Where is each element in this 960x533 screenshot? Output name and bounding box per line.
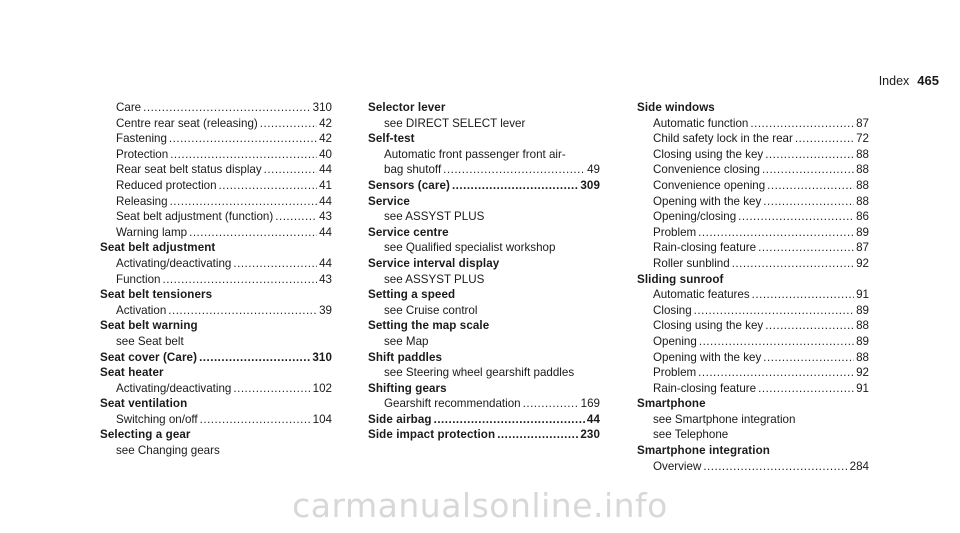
index-heading <box>368 256 600 272</box>
page-ref: 88 <box>856 319 869 333</box>
entry-label: Automatic features <box>653 288 750 302</box>
index-subentry <box>637 334 869 350</box>
entry-label: Seat belt warning <box>100 319 198 333</box>
page-ref: 88 <box>856 163 869 177</box>
entry-label: see Smartphone integration <box>653 412 796 426</box>
leader-dots <box>699 334 854 350</box>
page-ref: 40 <box>319 147 332 161</box>
page-ref: 284 <box>849 459 869 473</box>
leader-dots <box>795 131 854 147</box>
index-heading <box>368 412 600 428</box>
page-ref: 39 <box>319 303 332 317</box>
index-subentry <box>368 365 600 381</box>
entry-label: Side airbag <box>368 412 432 426</box>
leader-dots <box>694 303 854 319</box>
page-ref: 309 <box>580 178 600 192</box>
entry-label: Centre rear seat (releasing) <box>116 116 258 130</box>
entry-label: see Telephone <box>653 428 729 442</box>
page-ref: 91 <box>856 381 869 395</box>
leader-dots <box>732 256 854 272</box>
entry-label: Service <box>368 194 410 208</box>
index-subentry <box>100 147 332 163</box>
index-subentry <box>637 427 869 443</box>
index-heading <box>100 365 332 381</box>
entry-label: Service interval display <box>368 256 500 270</box>
entry-label: Care <box>116 101 142 114</box>
leader-dots <box>523 396 579 412</box>
leader-dots <box>275 209 317 225</box>
entry-label: see ASSYST PLUS <box>384 210 485 224</box>
entry-label: see Seat belt <box>116 334 184 348</box>
index-heading <box>637 272 869 288</box>
entry-label: Side windows <box>637 101 715 114</box>
index-heading <box>100 287 332 303</box>
entry-label: Shift paddles <box>368 350 443 364</box>
leader-dots <box>703 459 847 475</box>
page-ref: 43 <box>319 210 332 224</box>
page-ref: 88 <box>856 194 869 208</box>
entry-label: Seat belt adjustment <box>100 241 216 255</box>
page-ref: 44 <box>319 194 332 208</box>
leader-dots <box>143 100 311 116</box>
leader-dots <box>199 350 310 366</box>
page-ref: 89 <box>856 303 869 317</box>
entry-label: Reduced protection <box>116 178 217 192</box>
entry-label: Self-test <box>368 132 415 146</box>
entry-label: Seat heater <box>100 366 164 380</box>
index-subentry <box>100 443 332 459</box>
index-column-3 <box>637 100 869 474</box>
page-ref: 230 <box>580 428 600 442</box>
page-ref: 86 <box>856 210 869 224</box>
index-heading <box>100 350 332 366</box>
page-ref: 87 <box>856 241 869 255</box>
leader-dots <box>233 381 310 397</box>
index-subentry <box>637 147 869 163</box>
entry-label: Setting the map scale <box>368 319 490 333</box>
index-subentry <box>637 131 869 147</box>
index-heading <box>100 396 332 412</box>
entry-label: Overview <box>653 459 702 473</box>
entry-label: bag shutoff <box>384 163 442 177</box>
entry-label: Gearshift recommendation <box>384 397 521 411</box>
index-heading <box>368 381 600 397</box>
index-heading <box>368 318 600 334</box>
leader-dots <box>758 240 854 256</box>
page-ref: 72 <box>856 132 869 146</box>
index-subentry <box>368 147 600 163</box>
index-heading <box>637 100 869 116</box>
page-header <box>879 73 939 88</box>
index-subentry <box>637 178 869 194</box>
index-column-2 <box>368 100 600 443</box>
leader-dots <box>497 427 578 443</box>
leader-dots <box>762 162 854 178</box>
entry-label: Sliding sunroof <box>637 272 724 286</box>
leader-dots <box>698 365 854 381</box>
index-subentry <box>100 412 332 428</box>
leader-dots <box>758 381 854 397</box>
entry-label: see Cruise control <box>384 303 478 317</box>
index-heading <box>100 240 332 256</box>
entry-label: Roller sunblind <box>653 256 730 270</box>
entry-label: Protection <box>116 147 169 161</box>
entry-label: Opening with the key <box>653 194 762 208</box>
entry-label: Activating/deactivating <box>116 381 232 395</box>
leader-dots <box>170 194 318 210</box>
leader-dots <box>162 272 317 288</box>
entry-label: Fastening <box>116 132 167 146</box>
entry-label: Seat ventilation <box>100 397 188 411</box>
index-subentry <box>637 240 869 256</box>
index-subentry <box>100 334 332 350</box>
leader-dots <box>698 225 854 241</box>
entry-label: Seat belt adjustment (function) <box>116 210 274 224</box>
index-subentry <box>100 303 332 319</box>
index-subentry <box>100 178 332 194</box>
page-ref: 310 <box>312 101 332 114</box>
index-heading <box>100 318 332 334</box>
entry-label: Activating/deactivating <box>116 256 232 270</box>
leader-dots <box>189 225 317 241</box>
index-subentry <box>637 381 869 397</box>
index-subentry <box>637 256 869 272</box>
section-title: Index <box>878 74 910 88</box>
index-heading <box>368 350 600 366</box>
leader-dots <box>200 412 311 428</box>
page-ref: 44 <box>586 412 600 426</box>
page-ref: 44 <box>319 163 332 177</box>
leader-dots <box>443 162 585 178</box>
entry-label: Warning lamp <box>116 225 188 239</box>
index-subentry <box>100 194 332 210</box>
entry-label: see DIRECT SELECT lever <box>384 116 526 130</box>
index-subentry <box>368 396 600 412</box>
entry-label: Smartphone integration <box>637 444 770 458</box>
entry-label: Convenience closing <box>653 163 760 177</box>
page-ref: 41 <box>319 178 332 192</box>
entry-label: Seat belt tensioners <box>100 288 213 302</box>
entry-label: see Steering wheel gearshift paddles <box>384 366 575 380</box>
index-heading <box>368 178 600 194</box>
entry-label: see Map <box>384 334 429 348</box>
entry-label: Rain-closing feature <box>653 381 757 395</box>
leader-dots <box>752 287 854 303</box>
index-heading <box>368 225 600 241</box>
entry-label: Setting a speed <box>368 288 456 302</box>
page-ref: 42 <box>319 116 332 130</box>
entry-label: Opening/closing <box>653 210 737 224</box>
page-ref: 88 <box>856 350 869 364</box>
leader-dots <box>260 116 317 132</box>
entry-label: Closing <box>653 303 692 317</box>
leader-dots <box>765 147 854 163</box>
page-ref: 310 <box>312 350 332 364</box>
index-subentry <box>637 365 869 381</box>
index-heading <box>637 396 869 412</box>
entry-label: Rain-closing feature <box>653 241 757 255</box>
leader-dots <box>767 178 854 194</box>
index-subentry <box>637 225 869 241</box>
page-ref: 44 <box>319 225 332 239</box>
index-subentry <box>368 116 600 132</box>
index-subentry <box>637 412 869 428</box>
index-subentry <box>368 209 600 225</box>
index-subentry <box>368 272 600 288</box>
watermark: carmanualsonline.info <box>292 486 668 525</box>
entry-label: Closing using the key <box>653 147 764 161</box>
entry-label: Opening <box>653 334 697 348</box>
index-heading <box>637 443 869 459</box>
entry-label: Service centre <box>368 225 449 239</box>
page-ref: 43 <box>319 272 332 286</box>
entry-label: Releasing <box>116 194 168 208</box>
index-subentry <box>637 459 869 475</box>
index-heading <box>368 131 600 147</box>
leader-dots <box>763 194 854 210</box>
index-subentry <box>100 225 332 241</box>
index-column-1 <box>100 100 332 459</box>
index-subentry <box>368 334 600 350</box>
page-ref: 89 <box>856 334 869 348</box>
index-subentry <box>100 381 332 397</box>
leader-dots <box>168 303 317 319</box>
index-subentry <box>368 303 600 319</box>
index-subentry <box>637 194 869 210</box>
index-subentry <box>100 209 332 225</box>
index-heading <box>100 427 332 443</box>
index-heading <box>368 100 600 116</box>
page-ref: 92 <box>856 256 869 270</box>
index-heading <box>368 427 600 443</box>
leader-dots <box>233 256 317 272</box>
entry-label: Switching on/off <box>116 412 198 426</box>
entry-label: Selecting a gear <box>100 428 191 442</box>
entry-label: see Qualified specialist workshop <box>384 241 556 255</box>
index-subentry <box>100 272 332 288</box>
entry-label: Opening with the key <box>653 350 762 364</box>
entry-label: Rear seat belt status display <box>116 163 262 177</box>
entry-label: Child safety lock in the rear <box>653 132 793 146</box>
page-ref: 87 <box>856 116 869 130</box>
index-subentry <box>637 318 869 334</box>
index-subentry <box>100 131 332 147</box>
leader-dots <box>765 318 854 334</box>
page-number: 465 <box>917 73 939 88</box>
leader-dots <box>763 350 854 366</box>
index-subentry <box>100 162 332 178</box>
page-ref: 92 <box>856 366 869 380</box>
page-ref: 102 <box>312 381 332 395</box>
entry-label: Problem <box>653 225 697 239</box>
entry-label: see Changing gears <box>116 444 220 458</box>
entry-label: see ASSYST PLUS <box>384 272 485 286</box>
page-ref: 104 <box>312 412 332 426</box>
page-ref: 91 <box>856 288 869 302</box>
leader-dots <box>170 147 317 163</box>
leader-dots <box>452 178 578 194</box>
index-subentry <box>100 100 332 116</box>
entry-label: Automatic front passenger front air- <box>384 147 566 161</box>
index-subentry <box>637 116 869 132</box>
leader-dots <box>219 178 318 194</box>
index-heading <box>368 194 600 210</box>
entry-label: Function <box>116 272 161 286</box>
index-subentry <box>368 162 600 178</box>
index-subentry <box>100 116 332 132</box>
page-ref: 88 <box>856 178 869 192</box>
entry-label: Activation <box>116 303 167 317</box>
entry-label: Sensors (care) <box>368 178 450 192</box>
index-subentry <box>368 240 600 256</box>
index-subentry <box>100 256 332 272</box>
page-ref: 89 <box>856 225 869 239</box>
entry-label: Side impact protection <box>368 428 496 442</box>
page-ref: 42 <box>319 132 332 146</box>
entry-label: Convenience opening <box>653 178 766 192</box>
page-ref: 49 <box>587 163 600 177</box>
index-subentry <box>637 287 869 303</box>
entry-label: Seat cover (Care) <box>100 350 198 364</box>
entry-label: Smartphone <box>637 397 706 411</box>
entry-label: Problem <box>653 366 697 380</box>
leader-dots <box>434 412 585 428</box>
index-heading <box>368 287 600 303</box>
page-ref: 44 <box>319 256 332 270</box>
leader-dots <box>738 209 854 225</box>
entry-label: Selector lever <box>368 101 446 114</box>
leader-dots <box>750 116 854 132</box>
entry-label: Automatic function <box>653 116 749 130</box>
index-subentry <box>637 303 869 319</box>
index-subentry <box>637 162 869 178</box>
leader-dots <box>169 131 317 147</box>
page-ref: 169 <box>580 397 600 411</box>
leader-dots <box>264 162 317 178</box>
entry-label: Closing using the key <box>653 319 764 333</box>
index-subentry <box>637 209 869 225</box>
page-ref: 88 <box>856 147 869 161</box>
entry-label: Shifting gears <box>368 381 447 395</box>
index-subentry <box>637 350 869 366</box>
